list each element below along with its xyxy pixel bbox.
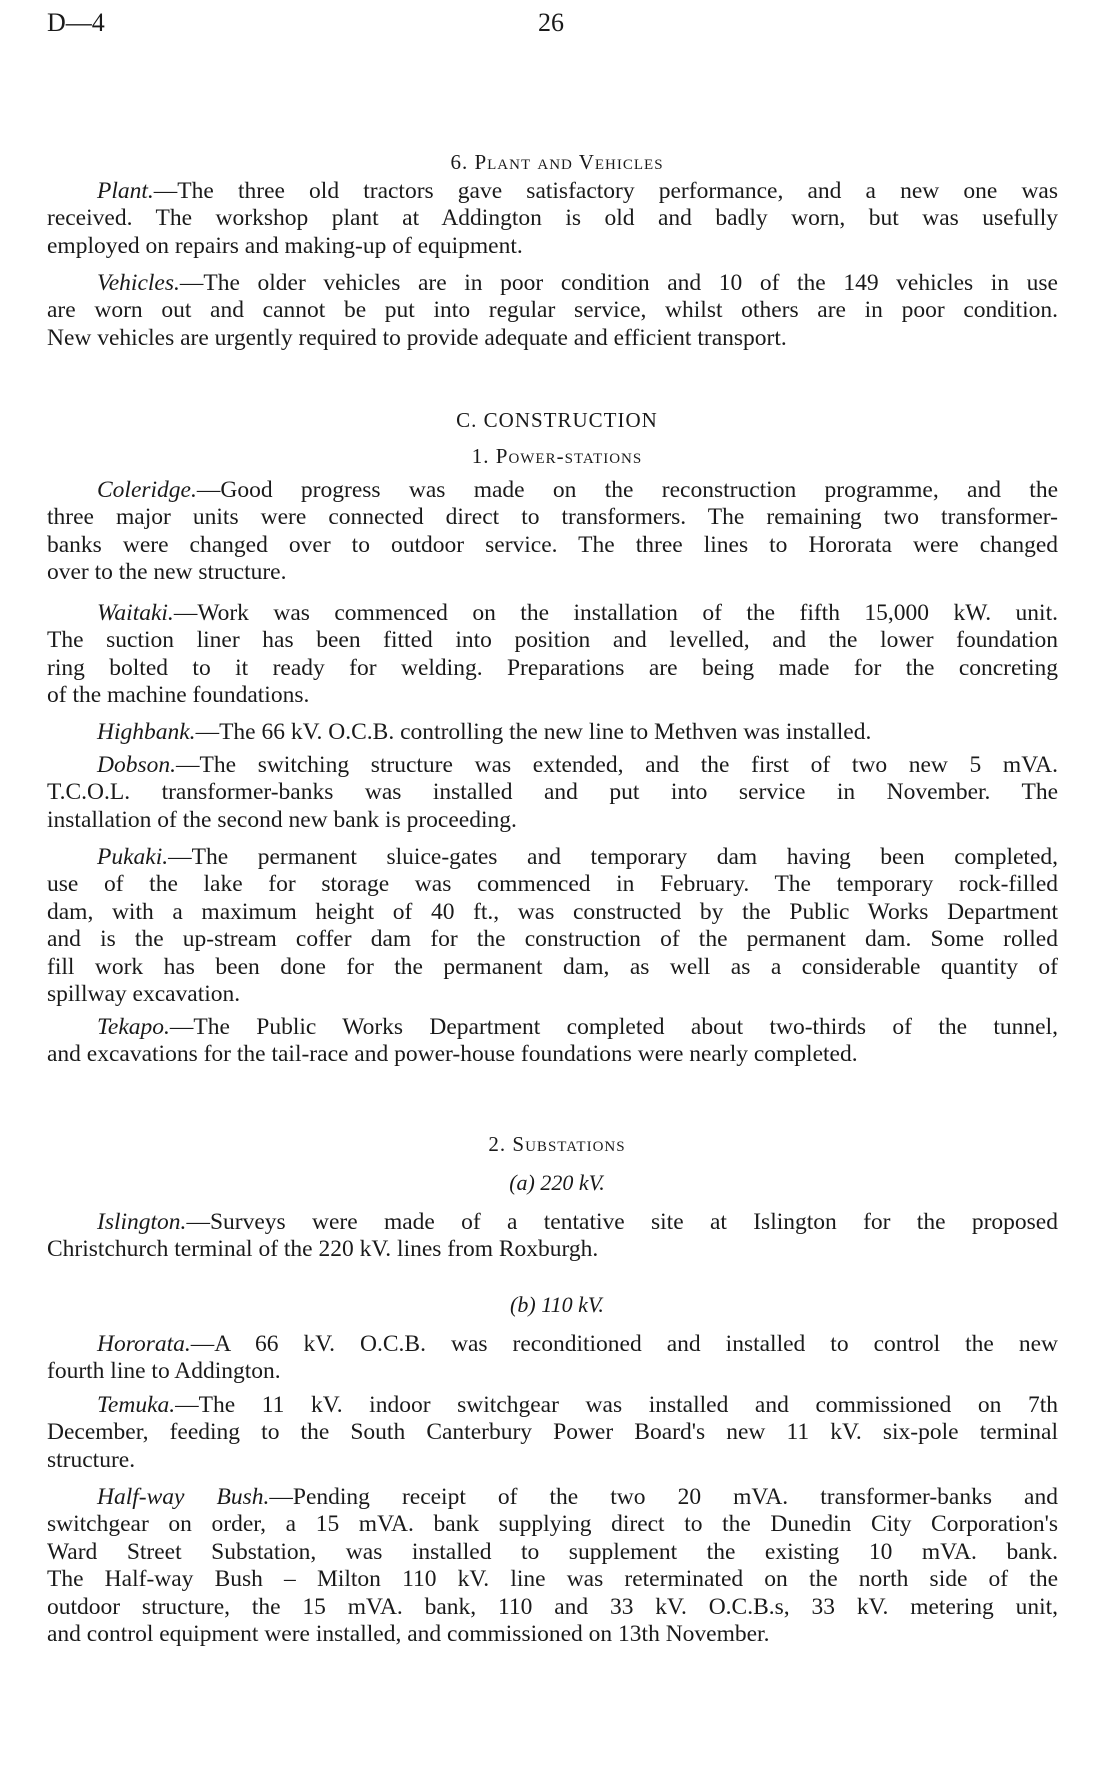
paragraph-line	[47, 719, 1058, 746]
section-heading-plant: 6. Plant and Vehicles	[450, 150, 664, 174]
line-text: spillway excavation.	[47, 980, 241, 1007]
run-in-heading: Waitaki.	[97, 600, 174, 626]
paragraph-line	[47, 600, 1058, 627]
line-text: Christchurch terminal of the 220 kV. lines from Roxburgh.	[47, 1236, 599, 1263]
paragraph-plant	[47, 178, 1058, 260]
line-text: —Pending receipt of the two 20 mVA. transformer-banks and	[269, 1484, 1058, 1510]
run-in-heading: Dobson.	[97, 752, 176, 778]
page-number: 26	[538, 8, 564, 37]
paragraph-line	[47, 954, 1058, 981]
paragraph-line	[47, 1511, 1058, 1538]
paragraph-line	[47, 477, 1058, 504]
run-in-heading: Tekapo.	[97, 1014, 170, 1040]
line-text: and control equipment were installed, and commissioned on 13th November.	[47, 1620, 770, 1647]
paragraph-islington	[47, 1209, 1058, 1264]
line-text: —The permanent sluice-gates and temporary dam having been completed,	[168, 844, 1058, 870]
paragraph-highbank	[47, 719, 1058, 746]
line-text: fourth line to Addington.	[47, 1358, 281, 1385]
paragraph-line	[47, 1041, 1058, 1068]
paragraph-temuka	[47, 1392, 1058, 1474]
line-text: —The Public Works Department completed about two-thirds of the tunnel,	[169, 1014, 1058, 1040]
line-text: —The 11 kV. indoor switchgear was installed and commissioned on 7th	[175, 1392, 1058, 1418]
paragraph-line	[47, 297, 1058, 324]
line-text: —The older vehicles are in poor condition and 10 of the 149 vehicles in use	[179, 270, 1058, 296]
line-text: fill work has been done for the permanent dam, as well as a considerable quantity of	[47, 953, 1058, 980]
paragraph-line	[47, 532, 1058, 559]
section-heading-construction: C. CONSTRUCTION	[456, 408, 658, 432]
run-in-heading: Highbank.	[97, 719, 196, 745]
run-in-heading: Plant.	[97, 178, 154, 204]
subheading-220kv: (a) 220 kV.	[509, 1170, 605, 1195]
line-text: switchgear on order, a 15 mVA. bank supplying direct to the Dunedin City Corporation's	[47, 1511, 1058, 1538]
paragraph-line	[47, 1484, 1058, 1511]
line-text: received. The workshop plant at Addington is old and badly worn, but was usefully	[47, 205, 1058, 232]
line-text: —The 66 kV. O.C.B. controlling the new line to Methven was installed.	[195, 719, 872, 745]
line-text: outdoor structure, the 15 mVA. bank, 110 and 33 kV. O.C.B.s, 33 kV. metering unit,	[47, 1593, 1058, 1620]
line-text: —Good progress was made on the reconstruction programme, and the	[196, 477, 1058, 503]
line-text: installation of the second new bank is proceeding.	[47, 806, 517, 833]
paragraph-line	[47, 627, 1058, 654]
paragraph-line	[47, 1209, 1058, 1236]
run-in-heading: Temuka.	[97, 1392, 176, 1418]
paragraph-vehicles	[47, 270, 1058, 352]
run-in-heading: Vehicles.	[97, 270, 180, 296]
document-code: D—4	[47, 8, 105, 37]
line-text: use of the lake for storage was commenced in February. The temporary rock-filled	[47, 871, 1058, 898]
line-text: are worn out and cannot be put into regular service, whilst others are in poor condition.	[47, 297, 1058, 324]
paragraph-tekapo	[47, 1014, 1058, 1069]
section-heading-substations: 2. Substations	[488, 1132, 626, 1156]
line-text: Ward Street Substation, was installed to supplement the existing 10 mVA. bank.	[47, 1538, 1058, 1565]
paragraph-line	[47, 871, 1058, 898]
subheading-110kv: (b) 110 kV.	[510, 1292, 604, 1317]
line-text: over to the new structure.	[47, 559, 287, 586]
paragraph-line	[47, 1539, 1058, 1566]
paragraph-line	[47, 655, 1058, 682]
line-text: and is the up-stream coffer dam for the construction of the permanent dam. Some rolled	[47, 926, 1058, 953]
paragraph-line	[47, 1621, 1058, 1648]
paragraph-coleridge	[47, 477, 1058, 587]
paragraph-hororata	[47, 1331, 1058, 1386]
paragraph-pukaki	[47, 844, 1058, 1008]
line-text: banks were changed over to outdoor service. The three lines to Hororata were changed	[47, 531, 1058, 558]
paragraph-line	[47, 1331, 1058, 1358]
run-in-heading: Coleridge.	[97, 477, 197, 503]
paragraph-waitaki	[47, 600, 1058, 710]
line-text: structure.	[47, 1446, 136, 1473]
paragraph-halfway-bush	[47, 1484, 1058, 1648]
paragraph-line	[47, 1236, 1058, 1263]
line-text: —The switching structure was extended, and the first of two new 5 mVA.	[176, 752, 1058, 778]
line-text: —Work was commenced on the installation of the fifth 15,000 kW. unit.	[173, 600, 1058, 626]
line-text: The suction liner has been fitted into position and levelled, and the lower foundation	[47, 627, 1058, 654]
paragraph-line	[47, 1392, 1058, 1419]
paragraph-line	[47, 926, 1058, 953]
paragraph-line	[47, 1358, 1058, 1385]
paragraph-line	[47, 559, 1058, 586]
line-text: ring bolted to it ready for welding. Preparations are being made for the concreting	[47, 654, 1058, 681]
paragraph-line	[47, 682, 1058, 709]
run-in-heading: Pukaki.	[97, 844, 169, 870]
line-text: New vehicles are urgently required to provide adequate and efficient transport.	[47, 324, 787, 351]
paragraph-dobson	[47, 752, 1058, 834]
line-text: —Surveys were made of a tentative site at Islington for the proposed	[186, 1209, 1058, 1235]
paragraph-line	[47, 1566, 1058, 1593]
line-text: —The three old tractors gave satisfactory performance, and a new one was	[153, 178, 1058, 204]
run-in-heading: Hororata.	[97, 1331, 191, 1357]
line-text: of the machine foundations.	[47, 682, 310, 709]
line-text: and excavations for the tail-race and power-house foundations were nearly completed.	[47, 1041, 858, 1068]
line-text: December, feeding to the South Canterbury Power Board's new 11 kV. six-pole terminal	[47, 1419, 1058, 1446]
paragraph-line	[47, 844, 1058, 871]
paragraph-line	[47, 1447, 1058, 1474]
paragraph-line	[47, 233, 1058, 260]
line-text: The Half-way Bush – Milton 110 kV. line was reterminated on the north side of the	[47, 1566, 1058, 1593]
paragraph-line	[47, 981, 1058, 1008]
paragraph-line	[47, 779, 1058, 806]
run-in-heading: Half-way Bush.	[97, 1484, 270, 1510]
line-text: T.C.O.L. transformer-banks was installed and put into service in November. The	[47, 779, 1058, 806]
line-text: three major units were connected direct to transformers. The remaining two transformer-	[47, 504, 1058, 531]
paragraph-line	[47, 899, 1058, 926]
paragraph-line	[47, 1419, 1058, 1446]
line-text: —A 66 kV. O.C.B. was reconditioned and installed to control the new	[190, 1331, 1058, 1357]
paragraph-line	[47, 1014, 1058, 1041]
paragraph-line	[47, 504, 1058, 531]
paragraph-line	[47, 807, 1058, 834]
paragraph-line	[47, 205, 1058, 232]
paragraph-line	[47, 752, 1058, 779]
paragraph-line	[47, 270, 1058, 297]
paragraph-line	[47, 178, 1058, 205]
run-in-heading: Islington.	[97, 1209, 187, 1235]
line-text: employed on repairs and making-up of equipment.	[47, 232, 523, 259]
paragraph-line	[47, 1594, 1058, 1621]
line-text: dam, with a maximum height of 40 ft., was constructed by the Public Works Department	[47, 898, 1058, 925]
paragraph-line	[47, 325, 1058, 352]
section-heading-power-stations: 1. Power-stations	[471, 444, 643, 468]
